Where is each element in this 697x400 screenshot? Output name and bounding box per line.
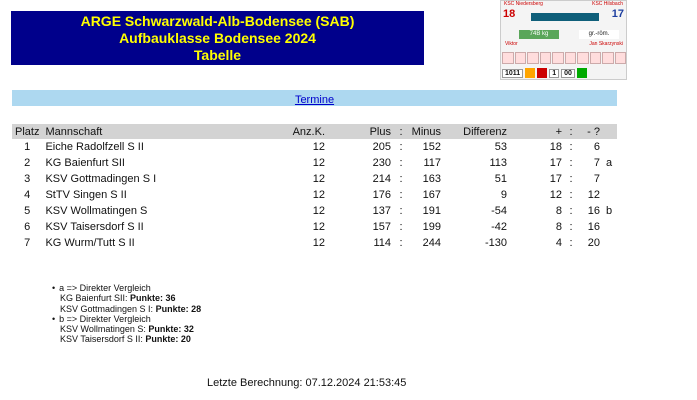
note-b-team-1: KSV Wollmatingen S: — [60, 324, 146, 335]
scoreboard-team-names — [501, 1, 626, 7]
scoreboard-banner — [531, 13, 599, 21]
plus-cell: 205 — [372, 141, 391, 153]
team-cell: KSV Gottmadingen S I — [45, 173, 157, 185]
scoreboard-red-light — [537, 68, 547, 78]
scoreboard-grid-cell — [590, 52, 602, 64]
team-cell: KSV Taisersdorf S II — [45, 221, 144, 233]
plus-cell: 157 — [372, 221, 391, 233]
note-cell: b — [606, 205, 613, 217]
diff-cell: 53 — [494, 141, 507, 153]
colon-points-cell: : — [569, 205, 573, 217]
scoreboard-image — [500, 0, 627, 80]
minus-cell: 163 — [422, 173, 441, 185]
diff-cell: 113 — [489, 157, 507, 169]
header-page-label: Tabelle — [193, 47, 242, 63]
platz-cell: 3 — [24, 173, 31, 185]
standings-table — [12, 124, 617, 251]
last-calculation: Letzte Berechnung: 07.12.2024 21:53:45 — [207, 377, 407, 389]
anz-cell: 12 — [312, 205, 325, 217]
note-b-points-2: Punkte: 20 — [145, 334, 191, 345]
header-colon-points: : — [565, 124, 577, 139]
note-cell — [603, 219, 617, 235]
scoreboard-home-team: KSC Niedersberg — [504, 1, 543, 7]
note-cell — [603, 139, 617, 155]
note-cell — [603, 235, 617, 251]
note-b-points-1: Punkte: 32 — [148, 324, 194, 335]
scoreboard-grid-cell — [527, 52, 539, 64]
colon-cell: : — [399, 141, 403, 153]
header-plus: Plus — [328, 124, 394, 139]
colon-cell: : — [399, 205, 403, 217]
table-row — [12, 187, 617, 203]
minus-cell: 117 — [423, 157, 441, 169]
note-a-title: • a => Direkter Vergleich — [60, 283, 201, 293]
table-row — [12, 155, 617, 171]
table-header-row — [12, 124, 617, 139]
plus-cell: 230 — [372, 157, 391, 169]
header-subtitle: Aufbauklasse Bodensee 2024 — [119, 30, 316, 46]
minus-cell: 167 — [422, 189, 441, 201]
header-plus-points: + — [525, 124, 565, 139]
platz-cell: 5 — [24, 205, 31, 217]
plus-cell: 114 — [373, 237, 391, 249]
minus-points-cell: 6 — [593, 141, 600, 153]
table-row — [12, 219, 617, 235]
plus-points-cell: 12 — [549, 189, 562, 201]
scoreboard-time: 00 — [561, 69, 575, 78]
minus-cell: 244 — [422, 237, 441, 249]
note-b-title: • b => Direkter Vergleich — [60, 314, 201, 324]
note-b-line — [60, 324, 201, 334]
platz-cell: 6 — [24, 221, 31, 233]
note-a-line — [60, 293, 201, 303]
colon-cell: : — [399, 173, 403, 185]
colon-cell: : — [399, 189, 403, 201]
plus-points-cell: 8 — [555, 205, 562, 217]
minus-points-cell: 16 — [587, 221, 600, 233]
scoreboard-period: 1 — [549, 69, 559, 78]
colon-cell: : — [399, 221, 403, 233]
colon-points-cell: : — [569, 157, 573, 169]
header-differenz: Differenz — [444, 124, 525, 139]
header-mannschaft: Mannschaft — [42, 124, 270, 139]
scoreboard-grid-cell — [552, 52, 564, 64]
plus-points-cell: 4 — [555, 237, 562, 249]
scoreboard-orange-light — [525, 68, 535, 78]
scoreboard-style: gr.-röm. — [579, 30, 619, 39]
minus-points-cell: 16 — [587, 205, 600, 217]
colon-cell: : — [399, 157, 403, 169]
scoreboard-grid-cell — [602, 52, 614, 64]
note-a-team-1: KG Baienfurt SII: — [60, 293, 128, 304]
table-row — [12, 235, 617, 251]
scoreboard-bottom-bar — [502, 67, 626, 79]
scoreboard-grid-cell — [515, 52, 527, 64]
anz-cell: 12 — [312, 141, 325, 153]
diff-cell: -54 — [491, 205, 507, 217]
team-cell: KSV Wollmatingen S — [45, 205, 148, 217]
scoreboard-grid-cell — [502, 52, 514, 64]
notes-section — [60, 283, 201, 345]
note-b-team-2: KSV Taisersdorf S II: — [60, 334, 143, 345]
termine-link[interactable]: Termine — [294, 94, 335, 106]
header-title: ARGE Schwarzwald-Alb-Bodensee (SAB) — [80, 13, 355, 29]
colon-points-cell: : — [569, 189, 573, 201]
note-b-line — [60, 334, 201, 344]
header-note — [603, 124, 617, 139]
colon-points-cell: : — [569, 173, 573, 185]
colon-points-cell: : — [569, 141, 573, 153]
note-a-points-1: Punkte: 36 — [130, 293, 176, 304]
minus-points-cell: 7 — [593, 157, 600, 169]
scoreboard-home-wrestler: Viktor — [505, 41, 518, 47]
header-minus-points: - ? — [577, 124, 603, 139]
plus-cell: 137 — [372, 205, 391, 217]
page-header — [11, 11, 424, 65]
team-cell: KG Baienfurt SII — [45, 157, 125, 169]
diff-cell: 9 — [500, 189, 507, 201]
anz-cell: 12 — [312, 157, 325, 169]
anz-cell: 12 — [312, 237, 325, 249]
platz-cell: 1 — [24, 141, 31, 153]
header-platz: Platz — [12, 124, 42, 139]
diff-cell: 51 — [494, 173, 507, 185]
note-cell — [603, 187, 617, 203]
diff-cell: -42 — [491, 221, 507, 233]
platz-cell: 2 — [24, 157, 31, 169]
scoreboard-guest-wrestler: Jan Skarzynski — [589, 41, 623, 47]
minus-points-cell: 12 — [587, 189, 600, 201]
anz-cell: 12 — [312, 173, 325, 185]
plus-points-cell: 17 — [549, 173, 562, 185]
anz-cell: 12 — [312, 189, 325, 201]
minus-points-cell: 20 — [587, 237, 600, 249]
table-row — [12, 139, 617, 155]
scoreboard-home-score: 18 — [503, 8, 516, 20]
scoreboard-green-light — [577, 68, 587, 78]
diff-cell: -130 — [484, 237, 507, 249]
scoreboard-counter: 1011 — [502, 69, 523, 78]
note-a-points-2: Punkte: 28 — [155, 303, 202, 314]
plus-points-cell: 8 — [555, 221, 562, 233]
plus-points-cell: 17 — [549, 157, 562, 169]
anz-cell: 12 — [312, 221, 325, 233]
note-a-team-2: KSV Gottmadingen S I: — [60, 303, 154, 314]
colon-points-cell: : — [569, 221, 573, 233]
header-anz: Anz.K. — [270, 124, 328, 139]
plus-points-cell: 18 — [549, 141, 562, 153]
colon-cell: : — [399, 237, 403, 249]
note-cell: a — [606, 157, 613, 169]
team-cell: Eiche Radolfzell S II — [45, 141, 144, 153]
colon-points-cell: : — [569, 237, 573, 249]
note-cell — [603, 171, 617, 187]
termine-bar — [12, 90, 617, 106]
platz-cell: 4 — [24, 189, 31, 201]
table-row — [12, 203, 617, 219]
scoreboard-grid-cell — [565, 52, 577, 64]
team-cell: KG Wurm/Tutt S II — [45, 237, 135, 249]
scoreboard-guest-score: 17 — [611, 8, 624, 20]
scoreboard-grid-cell — [540, 52, 552, 64]
scoreboard-guest-team: KSC Hilsbach — [592, 1, 623, 7]
note-a-line — [60, 304, 201, 314]
plus-cell: 176 — [372, 189, 391, 201]
scoreboard-round-grid — [502, 52, 626, 64]
team-cell: StTV Singen S II — [45, 189, 127, 201]
minus-cell: 152 — [422, 141, 441, 153]
minus-cell: 191 — [422, 205, 441, 217]
header-minus: Minus — [408, 124, 444, 139]
scoreboard-weight: 74B kg — [519, 30, 559, 39]
minus-points-cell: 7 — [593, 173, 600, 185]
table-row — [12, 171, 617, 187]
plus-cell: 214 — [372, 173, 391, 185]
scoreboard-grid-cell — [615, 52, 627, 64]
platz-cell: 7 — [24, 237, 31, 249]
minus-cell: 199 — [422, 221, 441, 233]
scoreboard-grid-cell — [577, 52, 589, 64]
header-colon: : — [394, 124, 408, 139]
scoreboard-wrestlers — [505, 41, 623, 47]
